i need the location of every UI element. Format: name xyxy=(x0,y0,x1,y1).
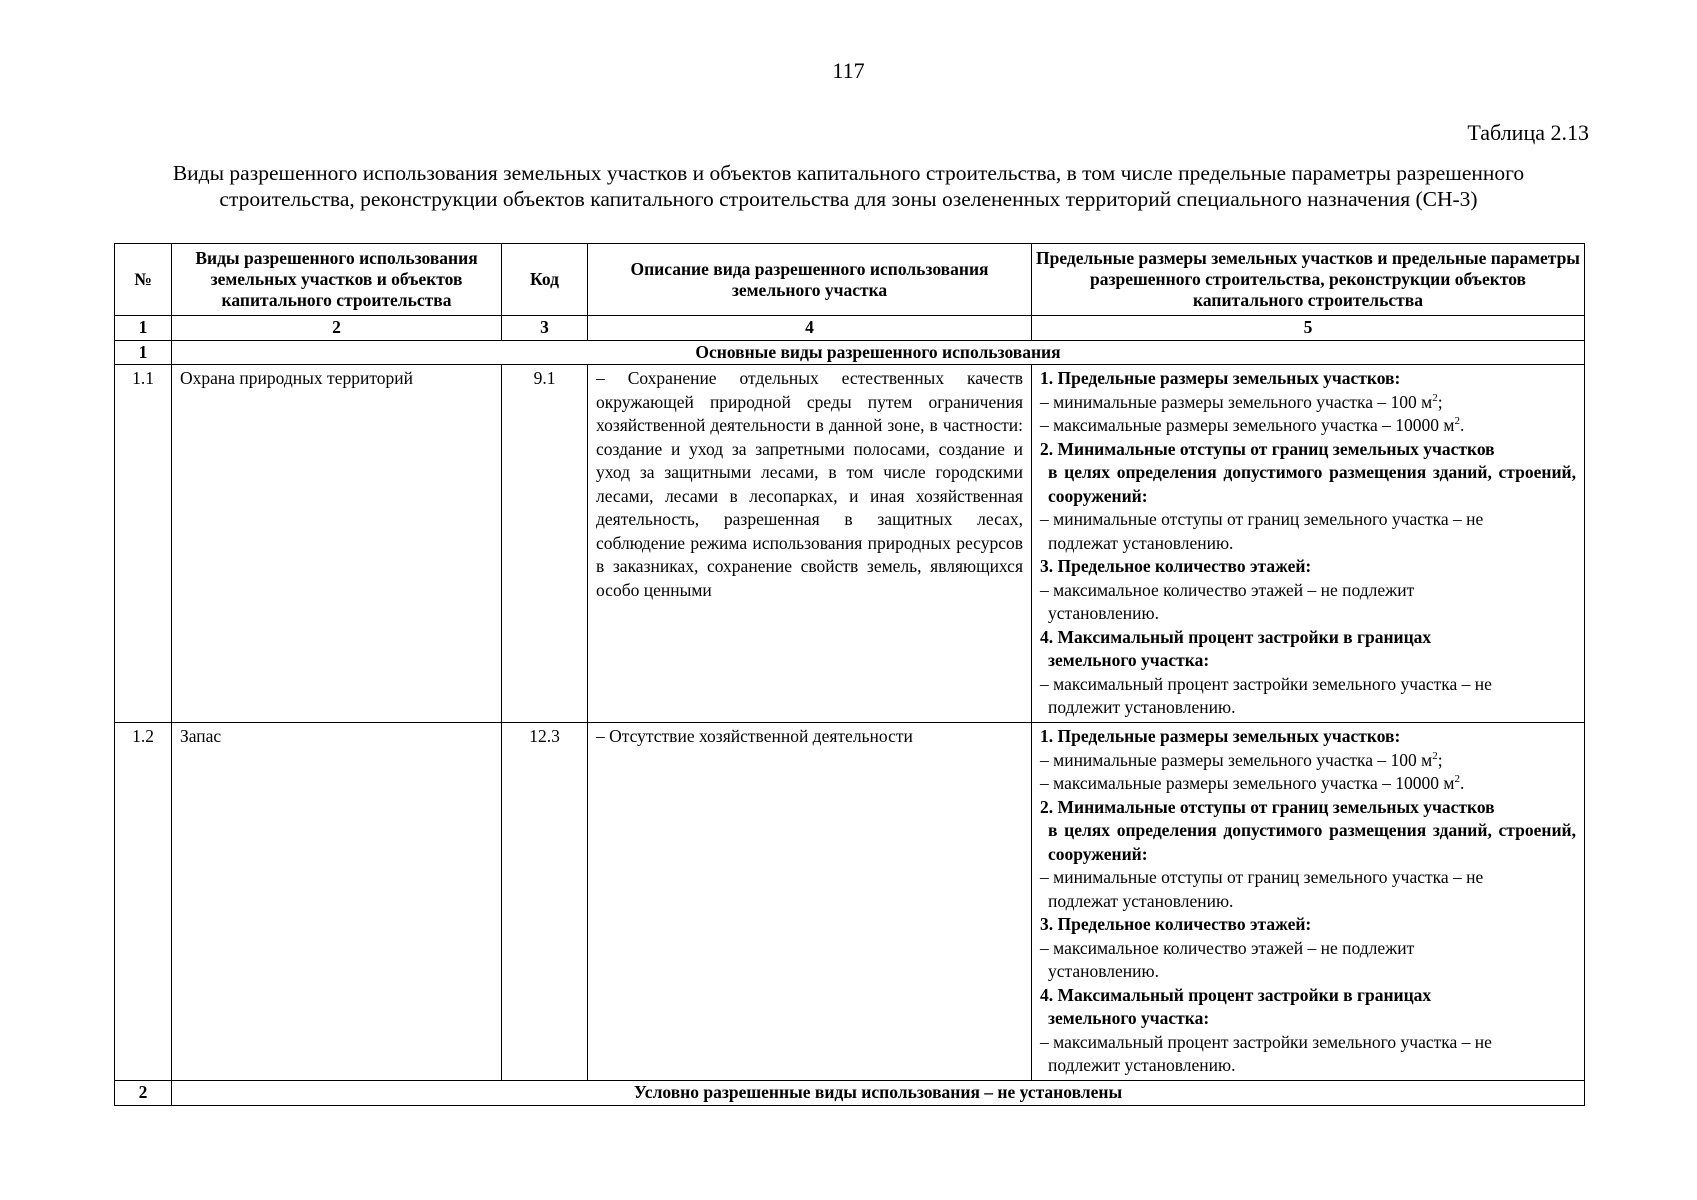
param-text: . xyxy=(1459,773,1465,793)
param-text: ; xyxy=(1437,749,1443,770)
section-title: Условно разрешенные виды использования – не установлены xyxy=(172,1081,1585,1106)
param-text: 2. Минимальные отступы от границ земельных участков xyxy=(1040,438,1495,459)
param-heading xyxy=(1040,796,1576,867)
param-text: . xyxy=(1459,415,1465,435)
header-code: Код xyxy=(502,244,588,316)
header-description: Описание вида разрешенного использования земельного участка xyxy=(588,244,1032,316)
param-text: – максимальный процент застройки земельного участка – не xyxy=(1040,1031,1492,1052)
row-parameters xyxy=(1032,365,1585,723)
param-text: подлежат установлению. xyxy=(1048,890,1234,911)
param-line xyxy=(1040,772,1576,796)
row-use-type: Запас xyxy=(172,723,502,1081)
row-code: 12.3 xyxy=(502,723,588,1081)
param-line xyxy=(1040,866,1576,913)
column-number: 3 xyxy=(502,316,588,341)
param-text: в целях определения допустимого размещения зданий, строений, сооружений: xyxy=(1048,820,1576,864)
param-line xyxy=(1040,1031,1576,1078)
header-types: Виды разрешенного использования земельных участков и объектов капитального строительства xyxy=(172,244,502,316)
param-text: – максимальное количество этажей – не подлежит xyxy=(1040,937,1415,958)
table-row xyxy=(115,723,1585,1081)
table-caption: Виды разрешенного использования земельных участков и объектов капитального строительства, в том числе предельные параметры разрешенного строительства, реконструкции объектов капитального строительства для зоны озелененных территорий специального назначения (СН-3) xyxy=(172,161,1525,211)
param-line xyxy=(1040,579,1576,626)
header-num: № xyxy=(115,244,172,316)
param-text: – минимальные размеры земельного участка – 100 м xyxy=(1040,391,1433,412)
section-number: 2 xyxy=(115,1081,172,1106)
row-number: 1.2 xyxy=(115,723,172,1081)
param-text: – максимальные размеры земельного участка – 10000 м xyxy=(1040,415,1455,435)
param-text: – минимальные отступы от границ земельного участка – не xyxy=(1040,509,1484,529)
superscript: 2 xyxy=(1454,415,1460,428)
param-heading: 3. Предельное количество этажей: xyxy=(1040,556,1312,576)
column-number: 5 xyxy=(1032,316,1585,341)
zoning-table xyxy=(114,243,1585,1106)
row-use-type: Охрана природных территорий xyxy=(172,365,502,723)
superscript: 2 xyxy=(1454,773,1460,786)
param-heading xyxy=(1040,438,1576,509)
param-heading xyxy=(1040,984,1576,1031)
column-number: 4 xyxy=(588,316,1032,341)
column-number: 2 xyxy=(172,316,502,341)
param-text: 2. Минимальные отступы от границ земельных участков xyxy=(1040,796,1495,817)
header-params: Предельные размеры земельных участков и предельные параметры разрешенного строительства, реконструкции объектов капитального строительства xyxy=(1032,244,1585,316)
section-row-conditional xyxy=(115,1081,1585,1106)
column-number-row xyxy=(115,316,1585,341)
param-heading: 1. Предельные размеры земельных участков: xyxy=(1040,726,1401,746)
page-number: 117 xyxy=(832,58,865,83)
superscript: 2 xyxy=(1432,391,1438,404)
param-text: подлежит установлению. xyxy=(1048,1055,1236,1075)
row-description: – Сохранение отдельных естественных качеств окружающей природной среды путем ограничения хозяйственной деятельности в данной зоне, в частности: создание и уход за запретными полосами, создание и уход за защитными лесами, в том числе городскими лесами, лесами в лесопарках, и иная хозяйственная деятельность, разрешенная в защитных лесах, соблюдение режима использования природных ресурсов в заказниках, сохранение свойств земель, являющихся особо ценными xyxy=(588,365,1032,723)
param-text: – минимальные размеры земельного участка – 100 м xyxy=(1040,749,1433,770)
param-text: 4. Максимальный процент застройки в границах xyxy=(1040,984,1432,1005)
param-line xyxy=(1040,673,1576,720)
param-text: – максимальные размеры земельного участка – 10000 м xyxy=(1040,773,1455,793)
row-code: 9.1 xyxy=(502,365,588,723)
param-text: подлежит установлению. xyxy=(1048,697,1236,717)
param-text: земельного участка: xyxy=(1048,1008,1210,1028)
param-text: ; xyxy=(1437,391,1443,412)
table-row xyxy=(115,365,1585,723)
param-text: подлежат установлению. xyxy=(1048,532,1234,553)
param-text: в целях определения допустимого размещения зданий, строений, сооружений: xyxy=(1048,462,1576,506)
param-heading: 3. Предельное количество этажей: xyxy=(1040,914,1312,934)
row-parameters xyxy=(1032,723,1585,1081)
row-number: 1.1 xyxy=(115,365,172,723)
row-description: – Отсутствие хозяйственной деятельности xyxy=(588,723,1032,1081)
param-text: земельного участка: xyxy=(1048,650,1210,670)
param-line xyxy=(1040,508,1576,555)
section-title: Основные виды разрешенного использования xyxy=(172,340,1585,365)
param-line xyxy=(1040,937,1576,984)
param-heading xyxy=(1040,626,1576,673)
header-row xyxy=(115,244,1585,316)
param-heading: 1. Предельные размеры земельных участков: xyxy=(1040,368,1401,388)
table-label: Таблица 2.13 xyxy=(1467,120,1589,145)
param-text: – максимальное количество этажей – не подлежит xyxy=(1040,579,1415,600)
superscript: 2 xyxy=(1432,749,1438,762)
param-text: – минимальные отступы от границ земельного участка – не xyxy=(1040,867,1484,887)
section-row-main xyxy=(115,340,1585,365)
column-number: 1 xyxy=(115,316,172,341)
param-text: установлению. xyxy=(1048,961,1159,981)
param-text: 4. Максимальный процент застройки в границах xyxy=(1040,626,1432,647)
param-line xyxy=(1040,749,1576,773)
param-text: установлению. xyxy=(1048,603,1159,623)
section-number: 1 xyxy=(115,340,172,365)
param-line xyxy=(1040,414,1576,438)
param-text: – максимальный процент застройки земельного участка – не xyxy=(1040,673,1492,694)
param-line xyxy=(1040,391,1576,415)
